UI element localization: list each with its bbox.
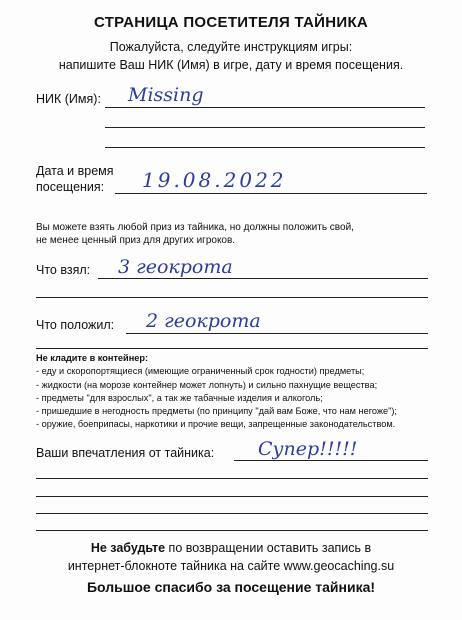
visit-label	[36, 163, 114, 195]
impressions-line-3	[36, 496, 428, 497]
footer-thanks: Большое спасибо за посещение тайника!	[86, 579, 376, 595]
footer-reminder-rest: по возвращении оставить запись в	[165, 541, 372, 555]
taken-value: 3 геокрота	[118, 256, 233, 278]
instructions-line-2: напишите Ваш НИК (Имя) в игре, дату и время посещения.	[58, 58, 404, 72]
rules-item: - еду и скоропортящиеся (имеющие ограниченный срок годности) предметы;	[36, 366, 365, 377]
impressions-line-5	[36, 530, 428, 531]
placed-line-1	[126, 333, 428, 334]
placed-line-2	[36, 348, 428, 349]
placed-value: 2 геокрота	[146, 310, 261, 332]
prize-note-line-2: не менее ценный приз для других игроков.	[36, 235, 236, 246]
footer-line-1	[0, 541, 462, 555]
nick-line-3	[105, 147, 425, 148]
taken-line-2	[36, 297, 428, 298]
instructions-line-1: Пожалуйста, следуйте инструкциям игры:	[109, 40, 353, 54]
rules-heading: Не кладите в контейнер:	[36, 353, 149, 363]
footer-reminder-bold: Не забудьте	[90, 541, 166, 555]
prize-note-line-1: Вы можете взять любой приз из тайника, но должны положить свой,	[36, 222, 354, 233]
nick-line-1	[105, 107, 425, 108]
rules-item: - оружие, боеприпасы, наркотики и прочие вещи, запрещенные законодательством.	[36, 419, 396, 430]
impressions-line-1	[234, 460, 428, 461]
visit-line	[115, 193, 427, 194]
impressions-label: Ваши впечатления от тайника:	[36, 446, 215, 460]
impressions-line-2	[36, 478, 428, 479]
visit-date-value: 19.08.2022	[142, 168, 287, 192]
taken-line-1	[98, 278, 428, 279]
visit-label-line-1: Дата и время	[36, 164, 114, 178]
nick-label: НИК (Имя):	[36, 92, 101, 106]
rules-item: - пришедшие в негодность предметы (по принципу "дай вам Боже, что нам негоже");	[36, 406, 397, 417]
rules-block	[36, 352, 397, 432]
visit-label-line-2: посещения:	[36, 180, 105, 194]
page-title: СТРАНИЦА ПОСЕТИТЕЛЯ ТАЙНИКА	[93, 14, 369, 31]
impressions-line-4	[36, 513, 428, 514]
rules-item: - жидкости (на морозе контейнер может лопнуть) и сильно пахнущие вещества;	[36, 379, 378, 390]
footer-line-2: интернет-блокноте тайника на сайте www.geocaching.su	[67, 559, 395, 573]
impressions-value: Супер!!!!!	[258, 438, 358, 460]
nick-line-2	[105, 127, 425, 128]
placed-label: Что положил:	[36, 318, 115, 332]
rules-item: - предметы "для взрослых", а так же табачные изделия и алкоголь;	[36, 392, 323, 403]
taken-label: Что взял:	[36, 263, 91, 277]
nick-value: Missing	[128, 84, 204, 106]
